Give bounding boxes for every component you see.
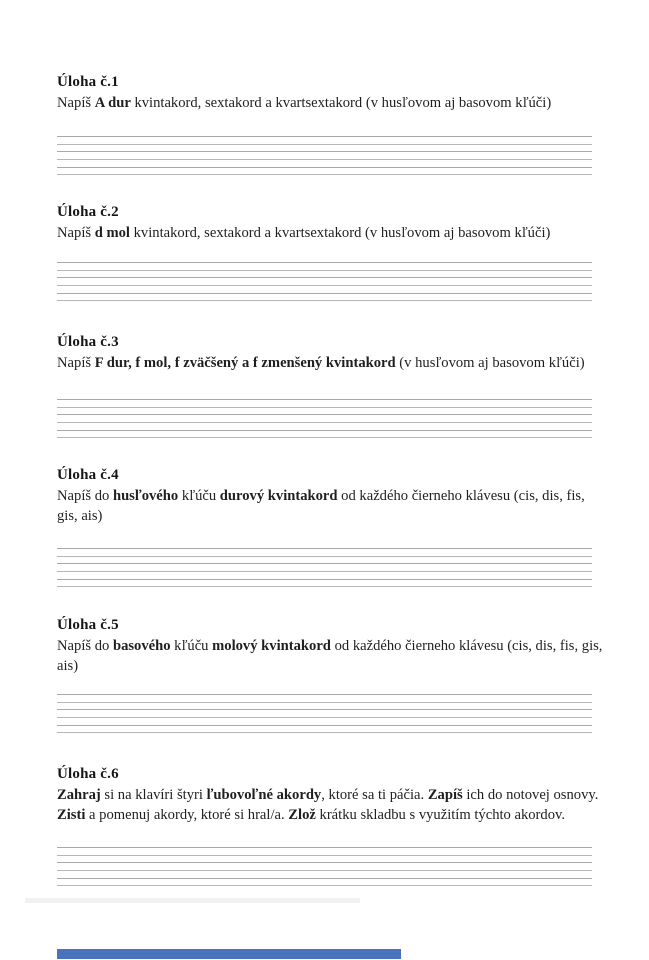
task-6-text: ich do notovej osnovy. <box>462 787 599 803</box>
task-6-body <box>57 786 603 825</box>
task-2-body <box>57 224 603 244</box>
staff-line <box>57 563 592 564</box>
task-6-text: , ktoré sa ti páčia. <box>321 787 428 803</box>
staff-line <box>57 430 592 431</box>
task-1-body <box>57 94 603 114</box>
task-4-title: Úloha č.4 <box>57 467 119 483</box>
bottom-blue-bar <box>57 949 401 959</box>
staff-line <box>57 285 592 286</box>
task-5-bold-text: molový kvintakord <box>212 638 331 654</box>
staff-line <box>57 725 592 726</box>
staff-line <box>57 586 592 587</box>
task-6-text: si na klavíri štyri <box>100 787 207 803</box>
staff-line <box>57 277 592 278</box>
staff-line <box>57 702 592 703</box>
task-5-text: kľúču <box>170 638 213 654</box>
staff-line <box>57 151 592 152</box>
task-6-line-2 <box>57 807 565 823</box>
task-3-title: Úloha č.3 <box>57 334 119 350</box>
staff-3 <box>57 399 592 438</box>
task-2-bold-text: d mol <box>94 225 130 241</box>
staff-line <box>57 270 592 271</box>
task-4-line-1 <box>57 488 585 504</box>
task-5-body <box>57 637 603 676</box>
staff-6 <box>57 847 592 886</box>
staff-line <box>57 870 592 871</box>
staff-4 <box>57 548 592 587</box>
task-6-bold-text: ľubovoľné akordy <box>206 787 322 803</box>
staff-line <box>57 548 592 549</box>
staff-line <box>57 437 592 438</box>
task-1-title: Úloha č.1 <box>57 74 119 90</box>
staff-line <box>57 732 592 733</box>
task-5-title: Úloha č.5 <box>57 617 119 633</box>
task-1-text: kvintakord, sextakord a kvartsextakord (v husľovom aj basovom kľúči) <box>130 95 552 111</box>
staff-line <box>57 399 592 400</box>
staff-line <box>57 136 592 137</box>
staff-line <box>57 300 592 301</box>
task-3-text: Napíš <box>57 355 95 371</box>
staff-line <box>57 709 592 710</box>
task-2-title: Úloha č.2 <box>57 204 119 220</box>
staff-line <box>57 717 592 718</box>
staff-line <box>57 579 592 580</box>
task-4-line-2: gis, ais) <box>57 507 103 524</box>
staff-line <box>57 262 592 263</box>
staff-line <box>57 144 592 145</box>
staff-line <box>57 414 592 415</box>
staff-line <box>57 878 592 879</box>
scan-smudge <box>25 898 360 903</box>
task-4-text: od každého čierneho klávesu (cis, dis, fis, <box>337 488 585 504</box>
staff-line <box>57 862 592 863</box>
task-4-body <box>57 487 603 526</box>
task-4-bold-text: husľového <box>112 488 179 504</box>
staff-line <box>57 556 592 557</box>
task-4-text: Napíš do <box>57 488 113 504</box>
task-3-bold-text: F dur, f mol, f zväčšený a f zmenšený kvintakord <box>94 355 396 371</box>
staff-1 <box>57 136 592 175</box>
task-2-text: Napíš <box>57 225 95 241</box>
staff-line <box>57 571 592 572</box>
staff-2 <box>57 262 592 301</box>
task-6-line-1 <box>57 787 598 803</box>
task-5-text: od každého čierneho klávesu (cis, dis, fis, gis, <box>330 638 603 654</box>
task-5-bold-text: basového <box>112 638 171 654</box>
staff-line <box>57 855 592 856</box>
task-1-bold-text: A dur <box>94 95 131 111</box>
task-6-title: Úloha č.6 <box>57 766 119 782</box>
task-3-body <box>57 354 603 374</box>
staff-line <box>57 159 592 160</box>
staff-line <box>57 885 592 886</box>
task-6-bold-text: Zlož <box>288 806 316 823</box>
task-5-line-2: ais) <box>57 657 79 674</box>
task-4-text: kľúču <box>178 488 220 504</box>
task-6-text: krátku skladbu s využitím týchto akordov. <box>315 806 566 823</box>
staff-line <box>57 422 592 423</box>
staff-line <box>57 847 592 848</box>
staff-line <box>57 174 592 175</box>
task-6-bold-text: Zisti <box>57 806 86 823</box>
task-2-text: kvintakord, sextakord a kvartsextakord (v husľovom aj basovom kľúči) <box>129 225 551 241</box>
staff-line <box>57 167 592 168</box>
staff-line <box>57 293 592 294</box>
task-1-text: Napíš <box>57 95 95 111</box>
task-5-text: Napíš do <box>57 638 113 654</box>
task-6-bold-text: Zapíš <box>427 787 463 803</box>
task-5-line-1 <box>57 638 602 654</box>
staff-line <box>57 694 592 695</box>
staff-5 <box>57 694 592 733</box>
task-4-bold-text: durový kvintakord <box>219 488 338 504</box>
task-6-text: a pomenuj akordy, ktoré si hral/a. <box>85 806 289 823</box>
task-3-text: (v husľovom aj basovom kľúči) <box>395 355 585 371</box>
staff-line <box>57 407 592 408</box>
task-6-bold-text: Zahraj <box>57 787 101 803</box>
